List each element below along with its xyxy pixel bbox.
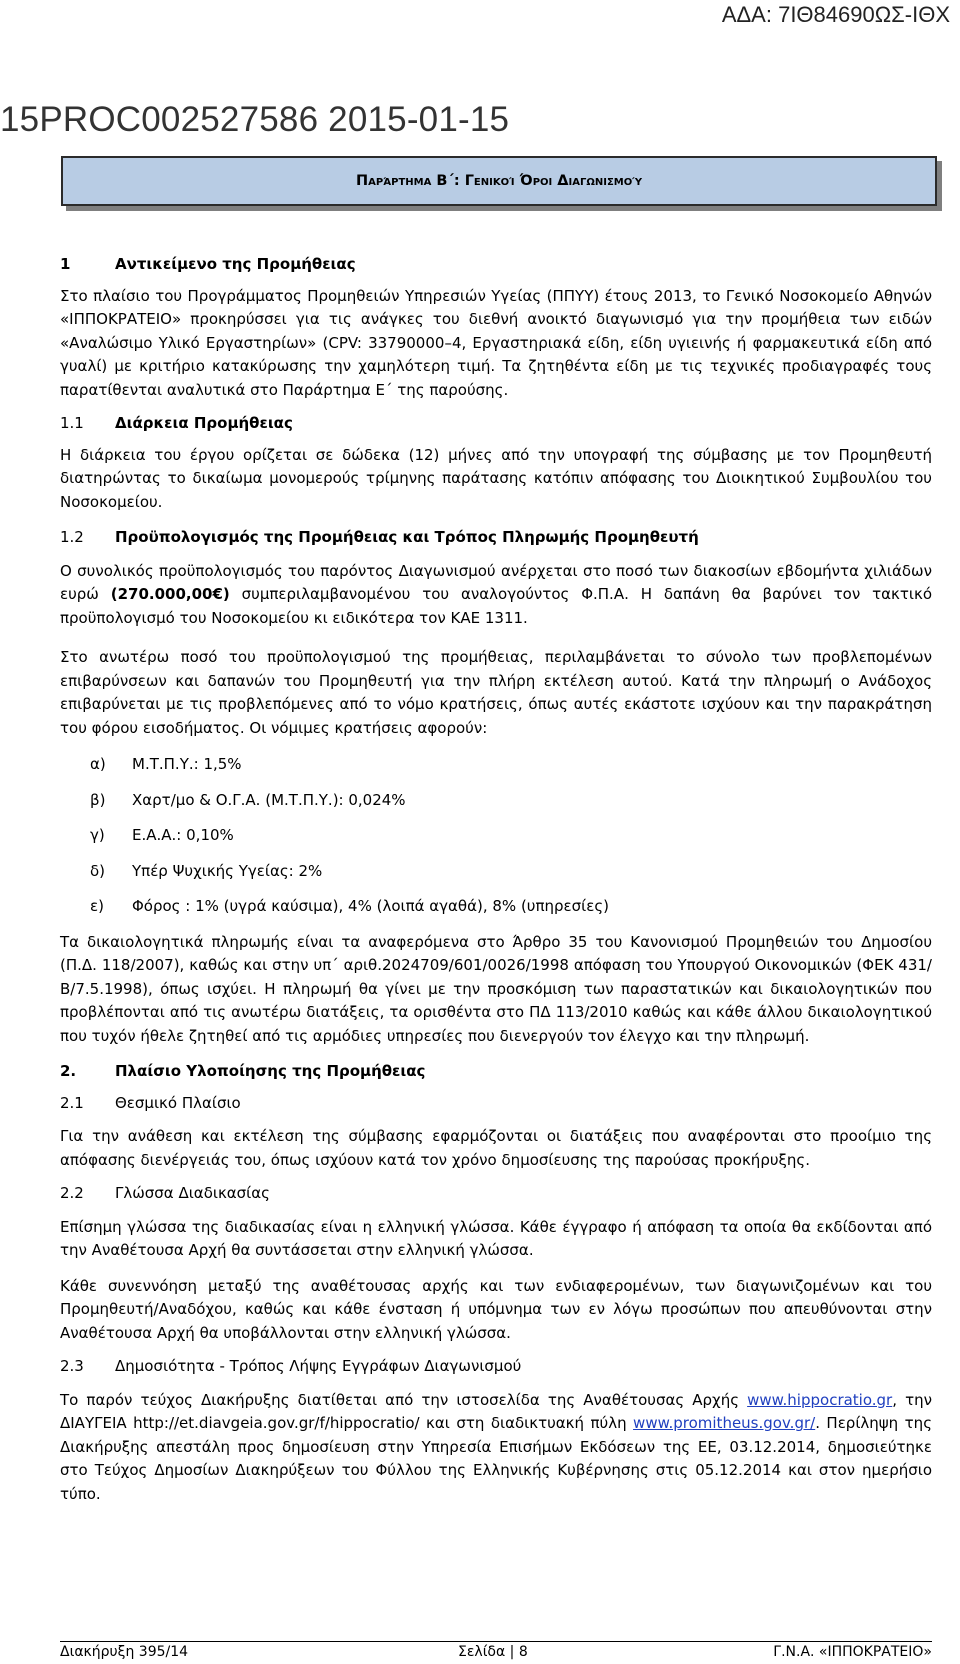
section-1-heading (60, 253, 932, 277)
section-1-paragraph: Στο πλαίσιο του Προγράμματος Προμηθειών Υπηρεσιών Υγείας (ΠΠΥΥ) έτους 2013, το Γενικό Νοσοκομείο Αθηνών «ΙΠΠΟΚΡΑΤΕΙΟ» προκηρύσσει για τις ανάγκες του διεθνή ανοικτό διαγωνισμό για την προμήθεια των ειδών «Αναλώσιμο Υλικό Εργαστηρίων» (CPV: 33790000–4, Εργαστηριακά είδη, είδη υγιεινής ή φαρμακευτικά είδη από γυαλί) με κριτήριο κατακύρωσης την χαμηλότερη τιμή. Τα ζητηθέντα είδη με τις τεχνικές προδιαγραφές τους παρατίθενται αναλυτικά στο Παράρτημα Ε΄ της παρούσης. (60, 286, 932, 399)
publicity-text-3: . Περίληψη της Διακήρυξης απεστάλη προς δημοσίευση στην Υπηρεσία Επισήμων Εκδόσεων της ΕΕ, 03.12.2014, δημοσιεύτηκε στο Τεύχος Δημοσίων Διακηρύξεων του Φύλλου της Ελληνικής Κυβέρνησης στις 05.12.2014 και στον ημερήσιο τύπο. (60, 1414, 932, 1503)
section-title: Πλαίσιο Υλοποίησης της Προμήθειας (115, 1062, 426, 1080)
list-text: Μ.Τ.Π.Υ.: 1,5% (132, 755, 242, 773)
section-1-1-paragraph: Η διάρκεια του έργου ορίζεται σε δώδεκα (12) μήνες από την υπογραφή της σύμβασης με τον Προμηθευτή διατηρώντας το δικαίωμα μονομερούς τρίμηνης παράτασης κατόπιν απόφασης του Διοικητικού Συμβουλίου του Νοσοκομείου. (60, 445, 932, 511)
proc-number: 15PROC002527586 2015-01-15 (0, 100, 510, 139)
section-title: Διάρκεια Προμήθειας (115, 414, 293, 432)
list-item (90, 824, 932, 848)
list-text: Φόρος : 1% (υγρά καύσιμα), 4% (λοιπά αγαθά), 8% (υπηρεσίες) (132, 897, 609, 915)
list-letter: α) (90, 755, 106, 773)
section-1-2-paragraph-2: Στο ανωτέρω ποσό του προϋπολογισμού της προμήθειας, περιλαμβάνεται το σύνολο των προβλεπομένων επιβαρύνσεων και δαπανών του Προμηθευτή για την πλήρη εκτέλεση αυτού. Κατά την πληρωμή ο Ανάδοχος επιβαρύνεται με τις προβλεπόμενες από το νόμο κρατήσεις, όπως αυτές εκάστοτε ισχύουν και την παρακράτηση του φόρου εισοδήματος. Οι νόμιμες κρατήσεις αφορούν: (60, 648, 932, 737)
section-title: Θεσμικό Πλαίσιο (115, 1093, 241, 1112)
hippocratio-link[interactable]: www.hippocratio.gr (747, 1390, 893, 1409)
annex-title-box (61, 156, 937, 206)
section-2-2-paragraph-2: Κάθε συνεννόηση μεταξύ της αναθέτουσας αρχής και των ενδιαφερομένων, των διαγωνιζομένων και του Προμηθευτή/Αναδόχου, καθώς και κάθε ένσταση ή υπόμνημα των εν λόγω προσώπων που απευθύνονται στην Αναθέτουσα Αρχή θα υποβάλλονται στην ελληνική γλώσσα. (60, 1276, 932, 1342)
promitheus-link[interactable]: www.promitheus.gov.gr/ (633, 1414, 816, 1432)
list-text: Ε.Α.Α.: 0,10% (132, 826, 234, 844)
list-item (90, 753, 932, 777)
budget-text-start: Ο συνολικός προϋπολογισμός του παρόντος Διαγωνισμού ανέρχεται στο ποσό των διακοσίων εβδομήντα χιλιάδων ευρώ (60, 561, 932, 603)
section-2-2-paragraph-1: Επίσημη γλώσσα της διαδικασίας είναι η ελληνική γλώσσα. Κάθε έγγραφο ή απόφαση τα οποία θα εκδίδονται από την Αναθέτουσα Αρχή θα συντάσσεται στην ελληνική γλώσσα. (60, 1217, 932, 1259)
section-2-3-paragraph (60, 1389, 932, 1507)
section-2-1-paragraph: Για την ανάθεση και εκτέλεση της σύμβασης εφαρμόζονται οι διατάξεις που αναφέρονται στο προοίμιο της απόφασης διενέργειάς του, όπως ισχύουν κατά τον χρόνο δημοσίευσης της παρούσας προκήρυξης. (60, 1127, 932, 1169)
section-2-2-heading (60, 1182, 932, 1206)
publicity-text-1: Το παρόν τεύχος Διακήρυξης διατίθεται από την ιστοσελίδα της Αναθέτουσας Αρχής (60, 1390, 748, 1409)
list-letter: γ) (90, 826, 105, 844)
section-number: 2. (60, 1062, 77, 1080)
section-number: 2.3 (60, 1357, 84, 1375)
list-item (90, 895, 932, 919)
section-1-2-heading (60, 526, 932, 550)
list-letter: δ) (90, 861, 106, 880)
footer-organization: Γ.Ν.Α. «ΙΠΠΟΚΡΑΤΕΙΟ» (773, 1644, 932, 1660)
section-1-1-heading (60, 412, 932, 436)
footer-reference: Διακήρυξη 395/14 (60, 1644, 189, 1660)
section-title: Γλώσσα Διαδικασίας (115, 1184, 270, 1202)
document-body (60, 253, 932, 1506)
section-1-2-paragraph-1 (60, 560, 932, 631)
section-title: Δημοσιότητα - Τρόπος Λήψης Εγγράφων Διαγωνισμού (115, 1357, 522, 1375)
page-number: Σελίδα | 8 (458, 1644, 528, 1660)
section-number: 1 (60, 255, 71, 273)
list-item (90, 789, 932, 813)
section-1-2-paragraph-3: Τα δικαιολογητικά πληρωμής είναι τα αναφερόμενα στο Άρθρο 35 του Κανονισμού Προμηθειών του Δημοσίου (Π.Δ. 118/2007), καθώς και στην υπ΄ αριθ.2024709/601/0026/1998 απόφαση του Υπουργού Οικονομικών (ΦΕΚ 431/Β/7.5.1998), όπως ισχύει. Η πληρωμή θα γίνει με την προσκόμιση των παραστατικών και δικαιολογητικών που προβλέπονται από τις ανωτέρω διατάξεις, τα ορισθέντα στο ΠΔ 113/2010 καθώς και κάθε άλλου δικαιολογητικού που τυχόν ήθελε ζητηθεί από τις αρμόδιες υπηρεσίες που διενεργούν τον έλεγχο και την πληρωμή. (60, 932, 932, 1045)
list-item (90, 860, 932, 884)
ada-code: ΑΔΑ: 7ΙΘ84690ΩΣ-ΙΘΧ (721, 2, 950, 27)
budget-text-end: συμπεριλαμβανομένου του αναλογούντος Φ.Π.Α. Η δαπάνη θα βαρύνει τον τακτικό προϋπολογισμό του Νοσοκομείου κι ειδικότερα τον ΚΑΕ 1311. (60, 585, 932, 627)
budget-amount: (270.000,00€) (110, 585, 230, 603)
section-number: 1.1 (60, 414, 84, 432)
deductions-list (60, 753, 932, 919)
list-text: Χαρτ/μο & Ο.Γ.Α. (Μ.Τ.Π.Υ.): 0,024% (132, 790, 406, 809)
section-title: Αντικείμενο της Προμήθειας (115, 255, 356, 273)
list-text: Υπέρ Ψυχικής Υγείας: 2% (132, 861, 323, 880)
publicity-text-2: , την ΔΙΑΥΓΕΙΑ http://et.diavgeia.gov.gr/f/hippocratio/ και στη διαδικτυακή πύλη (60, 1390, 933, 1432)
section-2-1-heading (60, 1092, 932, 1116)
list-letter: ε) (90, 897, 104, 915)
section-2-3-heading (60, 1355, 932, 1379)
section-2-heading (60, 1060, 932, 1084)
section-title: Προϋπολογισμός της Προμήθειας και Τρόπος Πληρωμής Προμηθευτή (115, 528, 699, 546)
page-footer (60, 1641, 932, 1664)
section-number: 2.2 (60, 1184, 84, 1202)
section-number: 1.2 (60, 528, 84, 546)
list-letter: β) (90, 790, 106, 809)
section-number: 2.1 (60, 1093, 84, 1112)
annex-title: Παράρτημα Β΄: Γενικοί Όροι Διαγωνισμού (355, 173, 643, 189)
